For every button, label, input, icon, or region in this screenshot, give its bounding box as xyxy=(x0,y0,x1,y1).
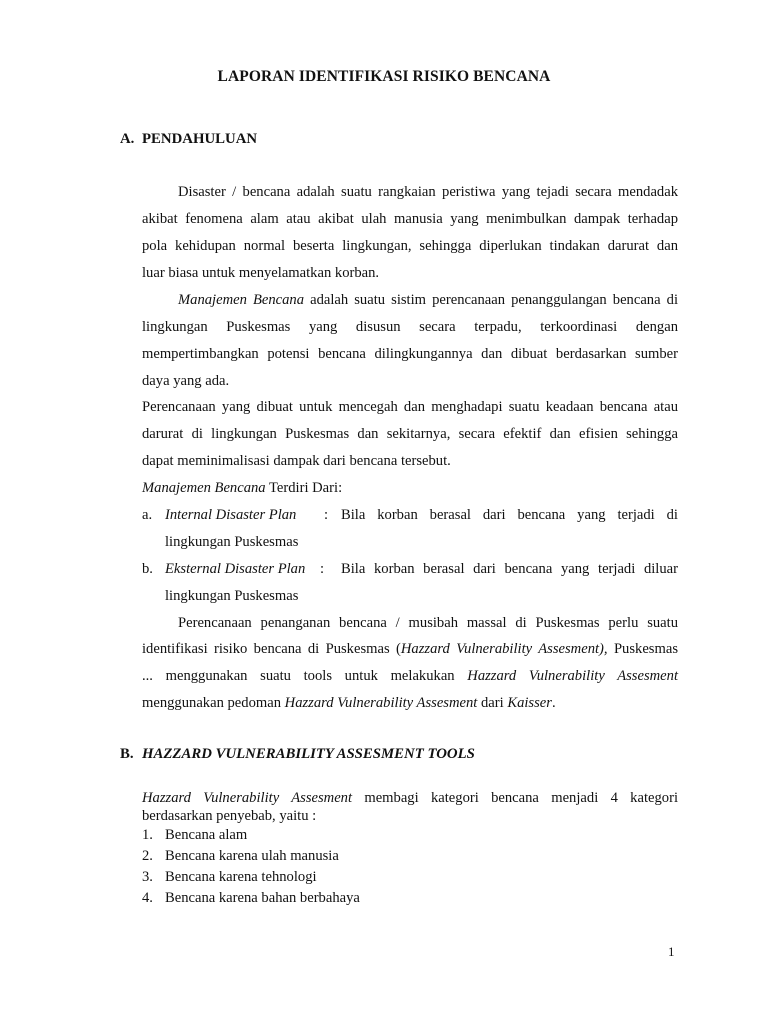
section-b-heading: HAZZARD VULNERABILITY ASSESMENT TOOLS xyxy=(142,746,475,762)
p3-line-2: darurat di lingkungan Puskesmas dan sekitarnya, secara efektif dan efisien sehingga xyxy=(142,426,678,442)
p5-line-4-e: . xyxy=(551,695,556,711)
b-list-number-1: 1. xyxy=(142,827,153,843)
section-a-marker: A. xyxy=(120,131,135,147)
p5-line-1: Perencanaan penanganan bencana / musibah massal di Puskesmas perlu suatu xyxy=(178,615,678,631)
p5-line-4-c: dari xyxy=(477,695,508,711)
section-b-marker: B. xyxy=(120,746,134,762)
item-a-marker: a. xyxy=(142,507,153,523)
b-intro-line-2: berdasarkan penyebab, yaitu : xyxy=(142,808,317,824)
p2-line-1 xyxy=(178,290,678,310)
p2-line-1-text: adalah suatu sistim perencanaan penanggulangan bencana di xyxy=(304,292,678,308)
item-b-term: Eksternal Disaster Plan xyxy=(165,561,306,577)
p5-line-3-term: Hazzard Vulnerability Assesment xyxy=(467,668,679,684)
p4-rest: Terdiri Dari: xyxy=(265,480,343,496)
page-number: 1 xyxy=(668,944,675,959)
p5-line-2-c: Puskesmas xyxy=(607,641,678,657)
p2-line-3: mempertimbangkan potensi bencana dilingkungannya dan dibuat berdasarkan sumber xyxy=(142,346,678,362)
p2-term: Manajemen Bencana xyxy=(178,292,305,308)
section-a-heading: PENDAHULUAN xyxy=(142,131,258,147)
document-title: LAPORAN IDENTIFIKASI RISIKO BENCANA xyxy=(217,68,551,85)
p4-term: Manajemen Bencana xyxy=(142,480,266,496)
p1-line-2: akibat fenomena alam atau akibat ulah manusia yang menimbulkan dampak terhadap xyxy=(142,211,678,227)
item-a-desc: Bila korban berasal dari bencana yang terjadi di xyxy=(341,507,678,523)
p5-line-4-a: menggunakan pedoman xyxy=(142,695,285,711)
b-list-number-3: 3. xyxy=(142,869,153,885)
item-b-desc: Bila korban berasal dari bencana yang terjadi diluar xyxy=(341,561,678,577)
item-a-continuation: lingkungan Puskesmas xyxy=(165,534,299,550)
p1-line-4: luar biasa untuk menyelamatkan korban. xyxy=(142,265,380,281)
p5-line-3 xyxy=(142,666,678,686)
b-list-item-4: Bencana karena bahan berbahaya xyxy=(165,890,360,906)
p3-line-3: dapat meminimalisasi dampak dari bencana tersebut. xyxy=(142,453,451,469)
p5-line-2-a: identifikasi risiko bencana di Puskesmas ( xyxy=(142,641,401,657)
p4-line xyxy=(142,478,678,498)
p2-line-2: lingkungan Puskesmas yang disusun secara terpadu, terkoordinasi dengan xyxy=(142,319,678,335)
b-intro-rest: membagi kategori bencana menjadi 4 kategori xyxy=(352,790,678,806)
b-list-item-1: Bencana alam xyxy=(165,827,248,843)
p5-line-4-kaisser: Kaisser xyxy=(507,695,552,711)
b-list-item-2: Bencana karena ulah manusia xyxy=(165,848,339,864)
item-a-separator: : xyxy=(324,507,329,523)
p5-line-4 xyxy=(142,693,678,713)
item-b-marker: b. xyxy=(142,561,153,577)
p1-line-1: Disaster / bencana adalah suatu rangkaian peristiwa yang tejadi secara mendadak xyxy=(178,184,678,200)
item-b-continuation: lingkungan Puskesmas xyxy=(165,588,299,604)
b-list-item-3: Bencana karena tehnologi xyxy=(165,869,317,885)
p5-line-4-term: Hazzard Vulnerability Assesment xyxy=(284,695,478,711)
p5-line-2 xyxy=(142,639,678,659)
item-b-separator: : xyxy=(320,561,325,577)
p5-line-3-a: ... menggunakan suatu tools untuk melakukan xyxy=(142,668,468,684)
p1-line-3: pola kehidupan normal beserta lingkungan, sehingga diperlukan tindakan darurat dan xyxy=(142,238,678,254)
p2-line-4: daya yang ada. xyxy=(142,373,230,389)
p3-line-1: Perencanaan yang dibuat untuk mencegah dan menghadapi suatu keadaan bencana atau xyxy=(142,399,678,415)
b-intro-term: Hazzard Vulnerability Assesment xyxy=(142,790,353,806)
b-list-number-4: 4. xyxy=(142,890,153,906)
b-list-number-2: 2. xyxy=(142,848,153,864)
p5-line-2-term: Hazzard Vulnerability Assesment), xyxy=(400,641,608,657)
b-intro-line-1 xyxy=(142,788,678,808)
item-a-term: Internal Disaster Plan xyxy=(165,507,297,523)
